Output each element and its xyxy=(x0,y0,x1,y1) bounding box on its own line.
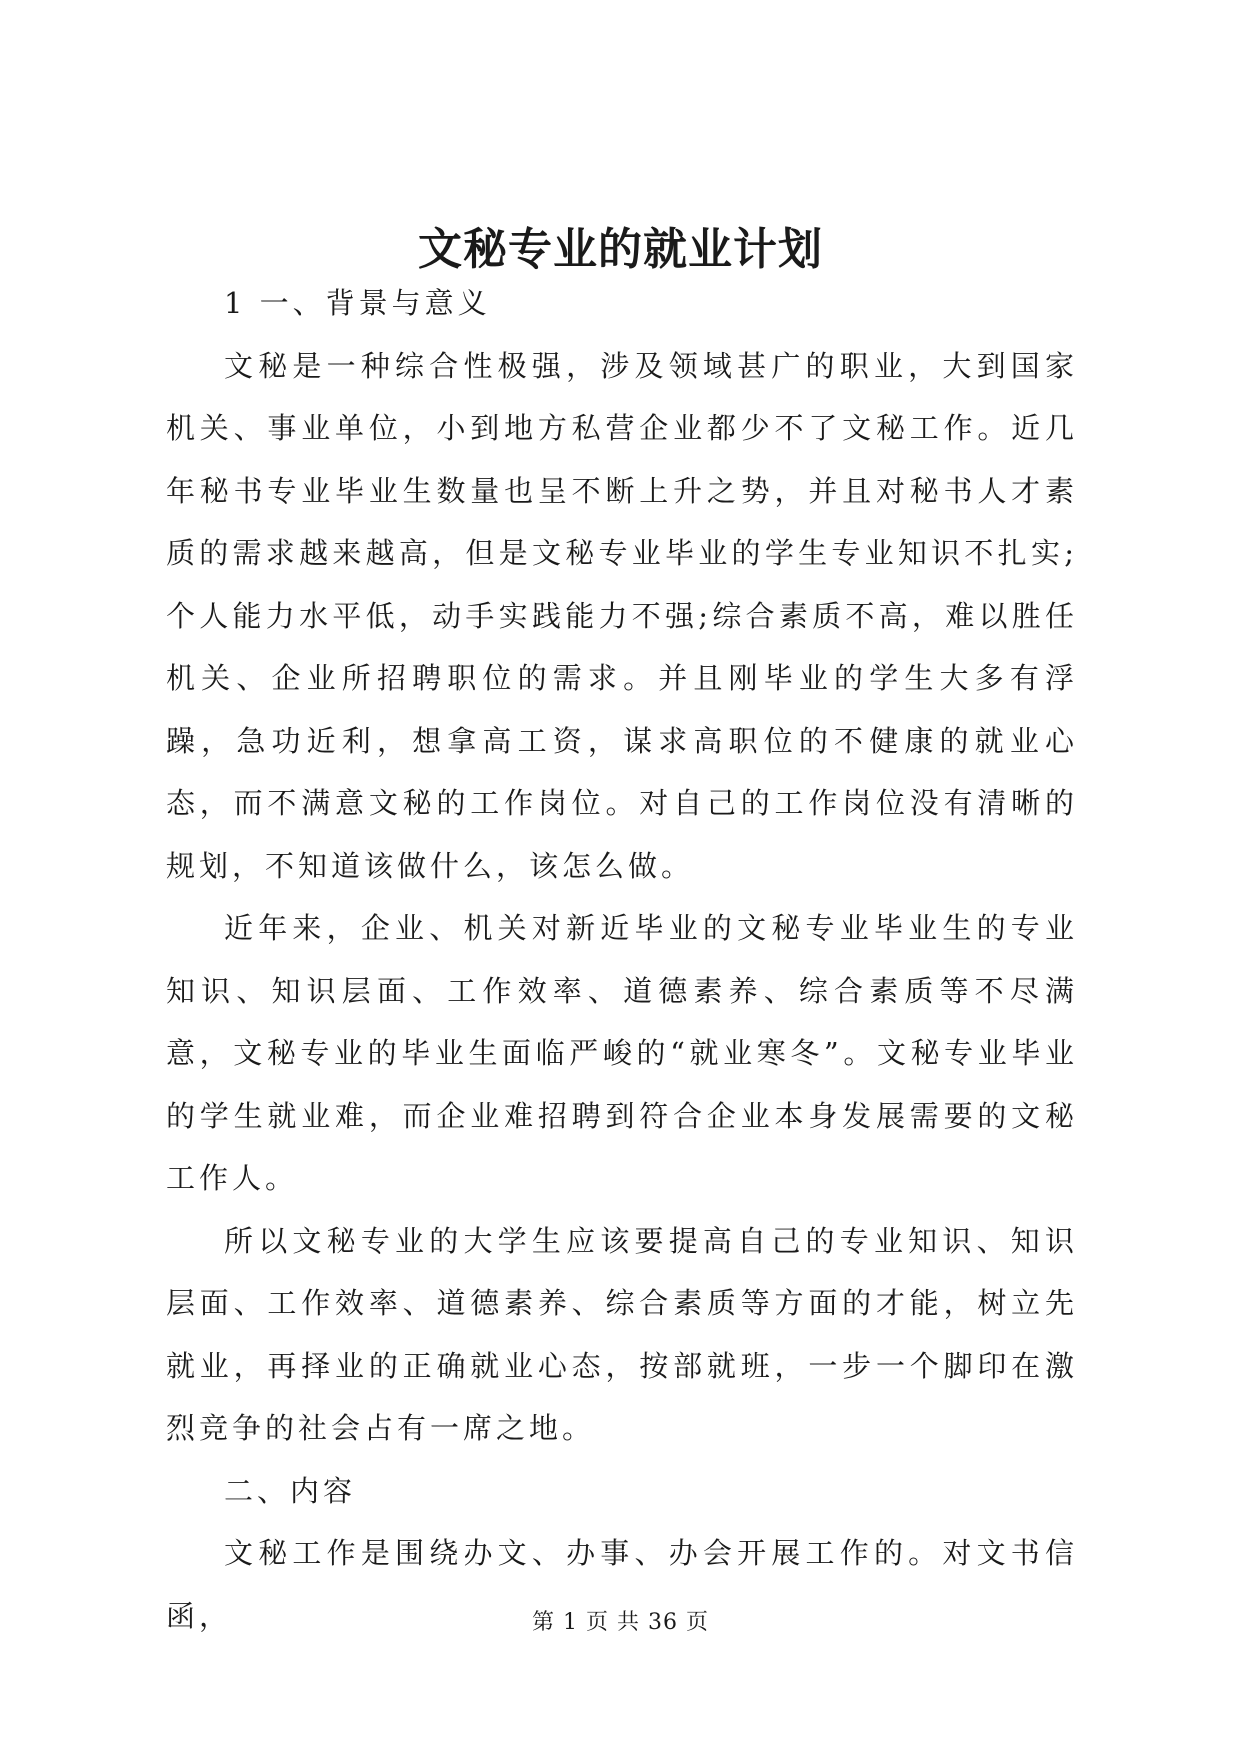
paragraph-2: 近年来，企业、机关对新近毕业的文秘专业毕业生的专业知识、知识层面、工作效率、道德素养、综合素质等不尽满意，文秘专业的毕业生面临严峻的“就业寒冬”。文秘专业毕业的学生就业难，而企业难招聘到符合企业本身发展需要的文秘工作人。 xyxy=(166,911,1078,1195)
paragraph-4: 文秘工作是围绕办文、办事、办会开展工作的。对文书信函， xyxy=(166,1536,1078,1633)
page-footer: 第 1 页 共 36 页 xyxy=(532,1610,709,1635)
paragraph-3: 所以文秘专业的大学生应该要提高自己的专业知识、知识层面、工作效率、道德素养、综合素质等方面的才能，树立先就业，再择业的正确就业心态，按部就班，一步一个脚印在激烈竞争的社会占有一席之地。 xyxy=(166,1223,1078,1445)
section-heading-content: 二、内容 xyxy=(224,1473,357,1508)
paragraph-1: 文秘是一种综合性极强，涉及领域甚广的职业，大到国家机关、事业单位，小到地方私营企业都少不了文秘工作。近几年秘书专业毕业生数量也呈不断上升之势，并且对秘书人才素质的需求越来越高，但是文秘专业毕业的学生专业知识不扎实;个人能力水平低，动手实践能力不强;综合素质不高，难以胜任机关、企业所招聘职位的需求。并且刚毕业的学生大多有浮躁，急功近利，想拿高工资，谋求高职位的不健康的就业心态，而不满意文秘的工作岗位。对自己的工作岗位没有清晰的规划，不知道该做什么，该怎么做。 xyxy=(166,348,1078,883)
document-title: 文秘专业的就业计划 xyxy=(418,224,823,275)
section-heading-background: 1 一、背景与意义 xyxy=(224,286,491,320)
document-body xyxy=(166,272,1078,1647)
